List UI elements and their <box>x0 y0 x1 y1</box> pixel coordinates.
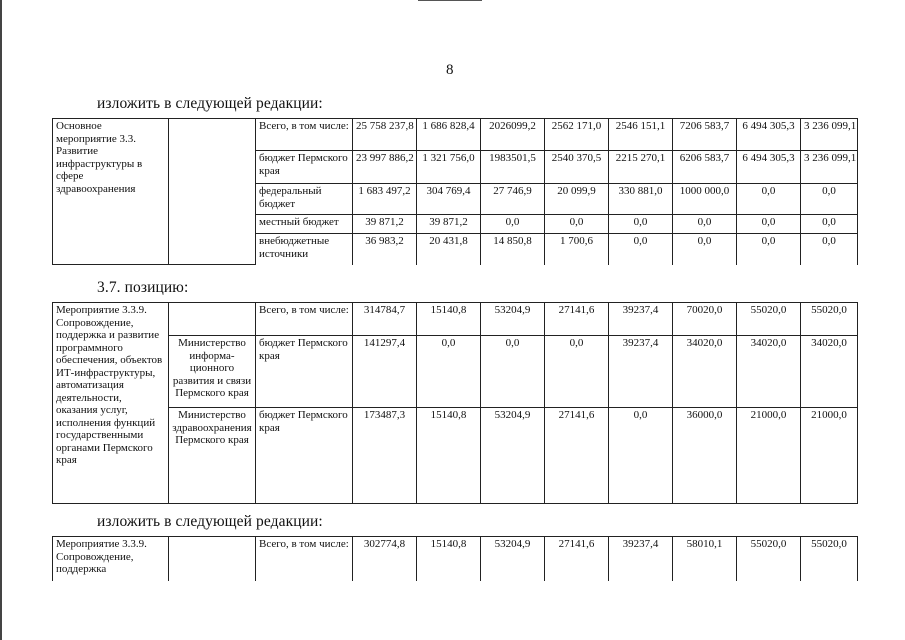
value-cell: 3 236 099,1 <box>801 119 858 151</box>
value-cell: 0,0 <box>801 234 858 265</box>
value-cell: 21000,0 <box>801 408 858 504</box>
value-cell: 3 236 099,1 <box>801 151 858 184</box>
source-cell: внебюджетные источники <box>256 234 353 265</box>
value-cell: 173487,3 <box>353 408 417 504</box>
value-cell: 53204,9 <box>481 303 545 336</box>
page-left-edge <box>0 0 2 640</box>
source-cell: Всего, в том числе: <box>256 537 353 581</box>
table-row <box>53 408 858 504</box>
heading-first: изложить в следующей редакции: <box>97 95 323 112</box>
executor-cell <box>169 303 256 336</box>
value-cell: 39237,4 <box>609 303 673 336</box>
table-row <box>53 119 858 151</box>
value-cell: 55020,0 <box>801 303 858 336</box>
value-cell: 36000,0 <box>673 408 737 504</box>
value-cell: 304 769,4 <box>417 184 481 215</box>
value-cell: 1000 000,0 <box>673 184 737 215</box>
value-cell: 58010,1 <box>673 537 737 581</box>
value-cell: 0,0 <box>737 215 801 234</box>
activity-name-cell: Мероприятие 3.3.9. Сопровождение, поддержка и развитие программного обеспечения, объектов ИТ-инфраструктуры, автоматизация деятельности, оказания услуг, исполнения функций государственными органами Пермского края <box>53 303 169 504</box>
value-cell: 25 758 237,8 <box>353 119 417 151</box>
value-cell: 55020,0 <box>737 303 801 336</box>
value-cell: 27141,6 <box>545 303 609 336</box>
value-cell: 0,0 <box>545 336 609 408</box>
executor-cell: Министерство здравоохранения Пермского края <box>169 408 256 504</box>
value-cell: 1983501,5 <box>481 151 545 184</box>
source-cell: местный бюджет <box>256 215 353 234</box>
value-cell: 36 983,2 <box>353 234 417 265</box>
value-cell: 27141,6 <box>545 537 609 581</box>
value-cell: 53204,9 <box>481 537 545 581</box>
value-cell: 6 494 305,3 <box>737 119 801 151</box>
value-cell: 0,0 <box>673 215 737 234</box>
table-activity-3-3-9-new <box>52 536 858 581</box>
value-cell: 39237,4 <box>609 537 673 581</box>
table-row <box>53 336 858 408</box>
value-cell: 1 683 497,2 <box>353 184 417 215</box>
activity-name-cell: Мероприятие 3.3.9. Сопровождение, поддержка <box>53 537 169 581</box>
value-cell: 0,0 <box>545 215 609 234</box>
executor-cell: Министерство информа-ционного развития и связи Пермского края <box>169 336 256 408</box>
value-cell: 302774,8 <box>353 537 417 581</box>
value-cell: 330 881,0 <box>609 184 673 215</box>
value-cell: 0,0 <box>737 234 801 265</box>
value-cell: 1 321 756,0 <box>417 151 481 184</box>
value-cell: 39237,4 <box>609 336 673 408</box>
value-cell: 0,0 <box>609 234 673 265</box>
activity-name-cell: Основное мероприятие 3.3. Развитие инфраструктуры в сфере здравоохранения <box>53 119 169 265</box>
value-cell: 2215 270,1 <box>609 151 673 184</box>
value-cell: 314784,7 <box>353 303 417 336</box>
value-cell: 34020,0 <box>737 336 801 408</box>
heading-second: 3.7. позицию: <box>97 279 189 296</box>
value-cell: 0,0 <box>609 408 673 504</box>
value-cell: 20 431,8 <box>417 234 481 265</box>
value-cell: 53204,9 <box>481 408 545 504</box>
value-cell: 15140,8 <box>417 408 481 504</box>
value-cell: 15140,8 <box>417 303 481 336</box>
value-cell: 2546 151,1 <box>609 119 673 151</box>
top-rule <box>418 0 482 1</box>
value-cell: 0,0 <box>609 215 673 234</box>
value-cell: 27141,6 <box>545 408 609 504</box>
value-cell: 55020,0 <box>801 537 858 581</box>
value-cell: 27 746,9 <box>481 184 545 215</box>
executor-cell <box>169 537 256 581</box>
heading-third: изложить в следующей редакции: <box>97 513 323 530</box>
value-cell: 23 997 886,2 <box>353 151 417 184</box>
value-cell: 0,0 <box>481 215 545 234</box>
value-cell: 0,0 <box>417 336 481 408</box>
value-cell: 0,0 <box>673 234 737 265</box>
value-cell: 7206 583,7 <box>673 119 737 151</box>
value-cell: 6 494 305,3 <box>737 151 801 184</box>
table-row <box>53 537 858 581</box>
value-cell: 0,0 <box>801 184 858 215</box>
value-cell: 141297,4 <box>353 336 417 408</box>
value-cell: 0,0 <box>801 215 858 234</box>
table-main-activity-3-3 <box>52 118 858 265</box>
value-cell: 34020,0 <box>673 336 737 408</box>
table-row <box>53 303 858 336</box>
source-cell: бюджет Пермского края <box>256 151 353 184</box>
source-cell: Всего, в том числе: <box>256 303 353 336</box>
source-cell: бюджет Пермского края <box>256 336 353 408</box>
value-cell: 15140,8 <box>417 537 481 581</box>
value-cell: 70020,0 <box>673 303 737 336</box>
value-cell: 1 700,6 <box>545 234 609 265</box>
value-cell: 6206 583,7 <box>673 151 737 184</box>
source-cell: федеральный бюджет <box>256 184 353 215</box>
value-cell: 2026099,2 <box>481 119 545 151</box>
value-cell: 39 871,2 <box>417 215 481 234</box>
value-cell: 20 099,9 <box>545 184 609 215</box>
value-cell: 0,0 <box>737 184 801 215</box>
page-number: 8 <box>446 62 454 78</box>
executor-cell <box>169 119 256 265</box>
value-cell: 2540 370,5 <box>545 151 609 184</box>
value-cell: 39 871,2 <box>353 215 417 234</box>
value-cell: 2562 171,0 <box>545 119 609 151</box>
value-cell: 21000,0 <box>737 408 801 504</box>
value-cell: 14 850,8 <box>481 234 545 265</box>
value-cell: 55020,0 <box>737 537 801 581</box>
value-cell: 0,0 <box>481 336 545 408</box>
table-activity-3-3-9 <box>52 302 858 504</box>
source-cell: бюджет Пермского края <box>256 408 353 504</box>
value-cell: 34020,0 <box>801 336 858 408</box>
source-cell: Всего, в том числе: <box>256 119 353 151</box>
value-cell: 1 686 828,4 <box>417 119 481 151</box>
